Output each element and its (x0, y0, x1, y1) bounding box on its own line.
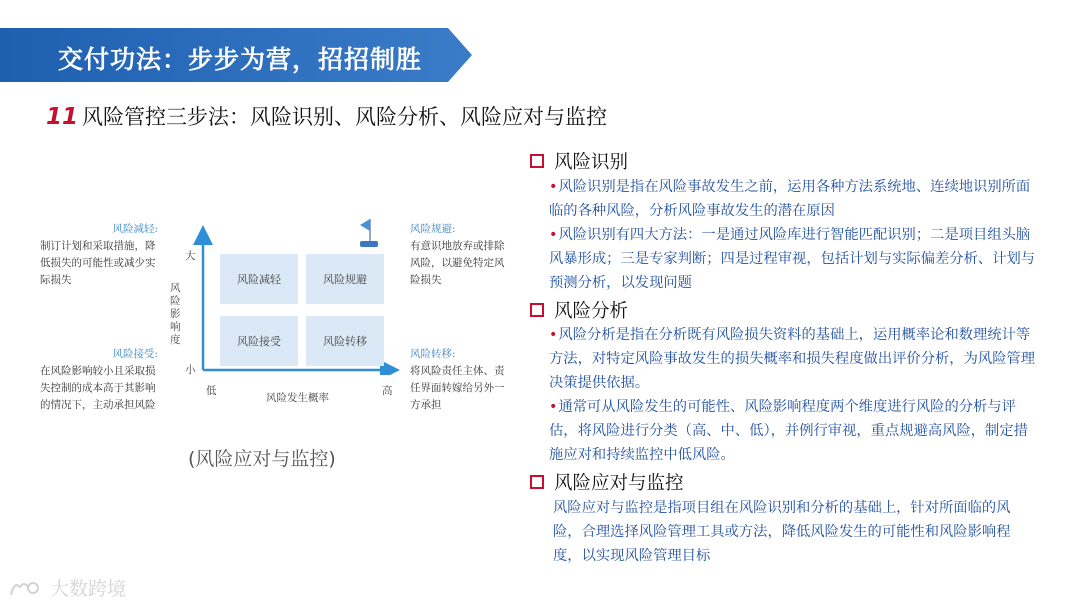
heading-analyze (530, 297, 628, 323)
x-axis-high: 高 (382, 385, 393, 397)
checkbox-square-icon (530, 303, 544, 317)
bullet-dot-icon: • (549, 327, 558, 343)
heading-identify-text: 风险识别 (554, 152, 629, 173)
flag-icon (356, 215, 380, 249)
note-avoid-title: 风险规避: (410, 223, 456, 235)
bullet-dot-icon: • (549, 227, 558, 243)
respond-body: 风险应对与监控是指项目组在风险识别和分析的基础上，针对所面临的风险，合理选择风险管理工具或方法，降低风险发生的可能性和风险影响程度，以实现风险管理目标 (553, 500, 1011, 564)
identify-bullet-1-text: 风险识别是指在风险事故发生之前，运用各种方法系统地、连续地识别所面临的各种风险，分析风险事故发生的潜在原因 (549, 179, 1031, 219)
subtitle-number: 11 (46, 104, 79, 130)
note-reduce (40, 221, 158, 289)
checkbox-square-icon (530, 154, 544, 168)
cell-reduce: 风险减轻 (220, 254, 298, 304)
watermark (8, 574, 126, 601)
analyze-bullet-1-text: 风险分析是指在分析既有风险损失资料的基础上，运用概率论和数理统计等方法，对特定风险事故发生的损失概率和损失程度做出评价分析，为风险管理决策提供依据。 (549, 327, 1036, 391)
note-transfer-title: 风险转移: (410, 348, 456, 360)
note-avoid-body: 有意识地放弃或排除风险，以避免特定风险损失 (410, 240, 505, 286)
diagram-caption: (风险应对与监控) (188, 448, 336, 470)
identify-bullet-1 (549, 175, 1039, 223)
analyze-bullet-1 (549, 323, 1039, 395)
note-reduce-body: 制订计划和采取措施，降低损失的可能性或减少实际损失 (40, 240, 156, 286)
note-transfer (410, 346, 508, 414)
cell-accept: 风险接受 (220, 316, 298, 366)
y-axis-low: 小 (185, 364, 196, 376)
cell-avoid: 风险规避 (306, 254, 384, 304)
note-accept-title: 风险接受: (112, 348, 158, 360)
subtitle-text: 风险管控三步法：风险识别、风险分析、风险应对与监控 (82, 105, 608, 129)
identify-bullet-2 (549, 223, 1039, 295)
x-axis-low: 低 (206, 385, 217, 397)
note-reduce-title: 风险减轻: (112, 223, 158, 235)
note-transfer-body: 将风险责任主体、责任界面转嫁给另外一方承担 (410, 365, 505, 411)
page-title: 交付功法：步步为营，招招制胜 (58, 45, 423, 74)
watermark-logo-icon (8, 577, 42, 599)
header-banner (0, 28, 472, 82)
cell-transfer: 风险转移 (306, 316, 384, 366)
heading-respond (530, 469, 684, 495)
x-axis-label: 风险发生概率 (266, 392, 329, 404)
analyze-bullet-2 (549, 395, 1039, 467)
bullet-dot-icon: • (549, 399, 558, 415)
watermark-text: 大数跨境 (50, 578, 127, 600)
y-axis-label: 风险影响度 (170, 282, 181, 346)
note-accept-body: 在风险影响较小且采取损失控制的成本高于其影响的情况下，主动承担风险 (40, 365, 156, 411)
y-axis-high: 大 (185, 250, 196, 262)
bullet-dot-icon: • (549, 179, 558, 195)
note-avoid (410, 221, 506, 289)
analyze-bullet-2-text: 通常可从风险发生的可能性、风险影响程度两个维度进行风险的分析与评估，将风险进行分类（高、中、低），并例行审视，重点规避高风险，制定措施应对和持续监控中低风险。 (549, 399, 1028, 463)
identify-bullet-2-text: 风险识别有四大方法：一是通过风险库进行智能匹配识别；二是项目组头脑风暴形成；三是专家判断；四是过程审视，包括计划与实际偏差分析、计划与预测分析，以发现问题 (549, 227, 1036, 291)
checkbox-square-icon (530, 475, 544, 489)
heading-identify (530, 148, 628, 174)
heading-analyze-text: 风险分析 (554, 301, 629, 322)
section-subtitle (46, 101, 607, 131)
note-accept (40, 346, 160, 414)
heading-respond-text: 风险应对与监控 (554, 473, 684, 494)
